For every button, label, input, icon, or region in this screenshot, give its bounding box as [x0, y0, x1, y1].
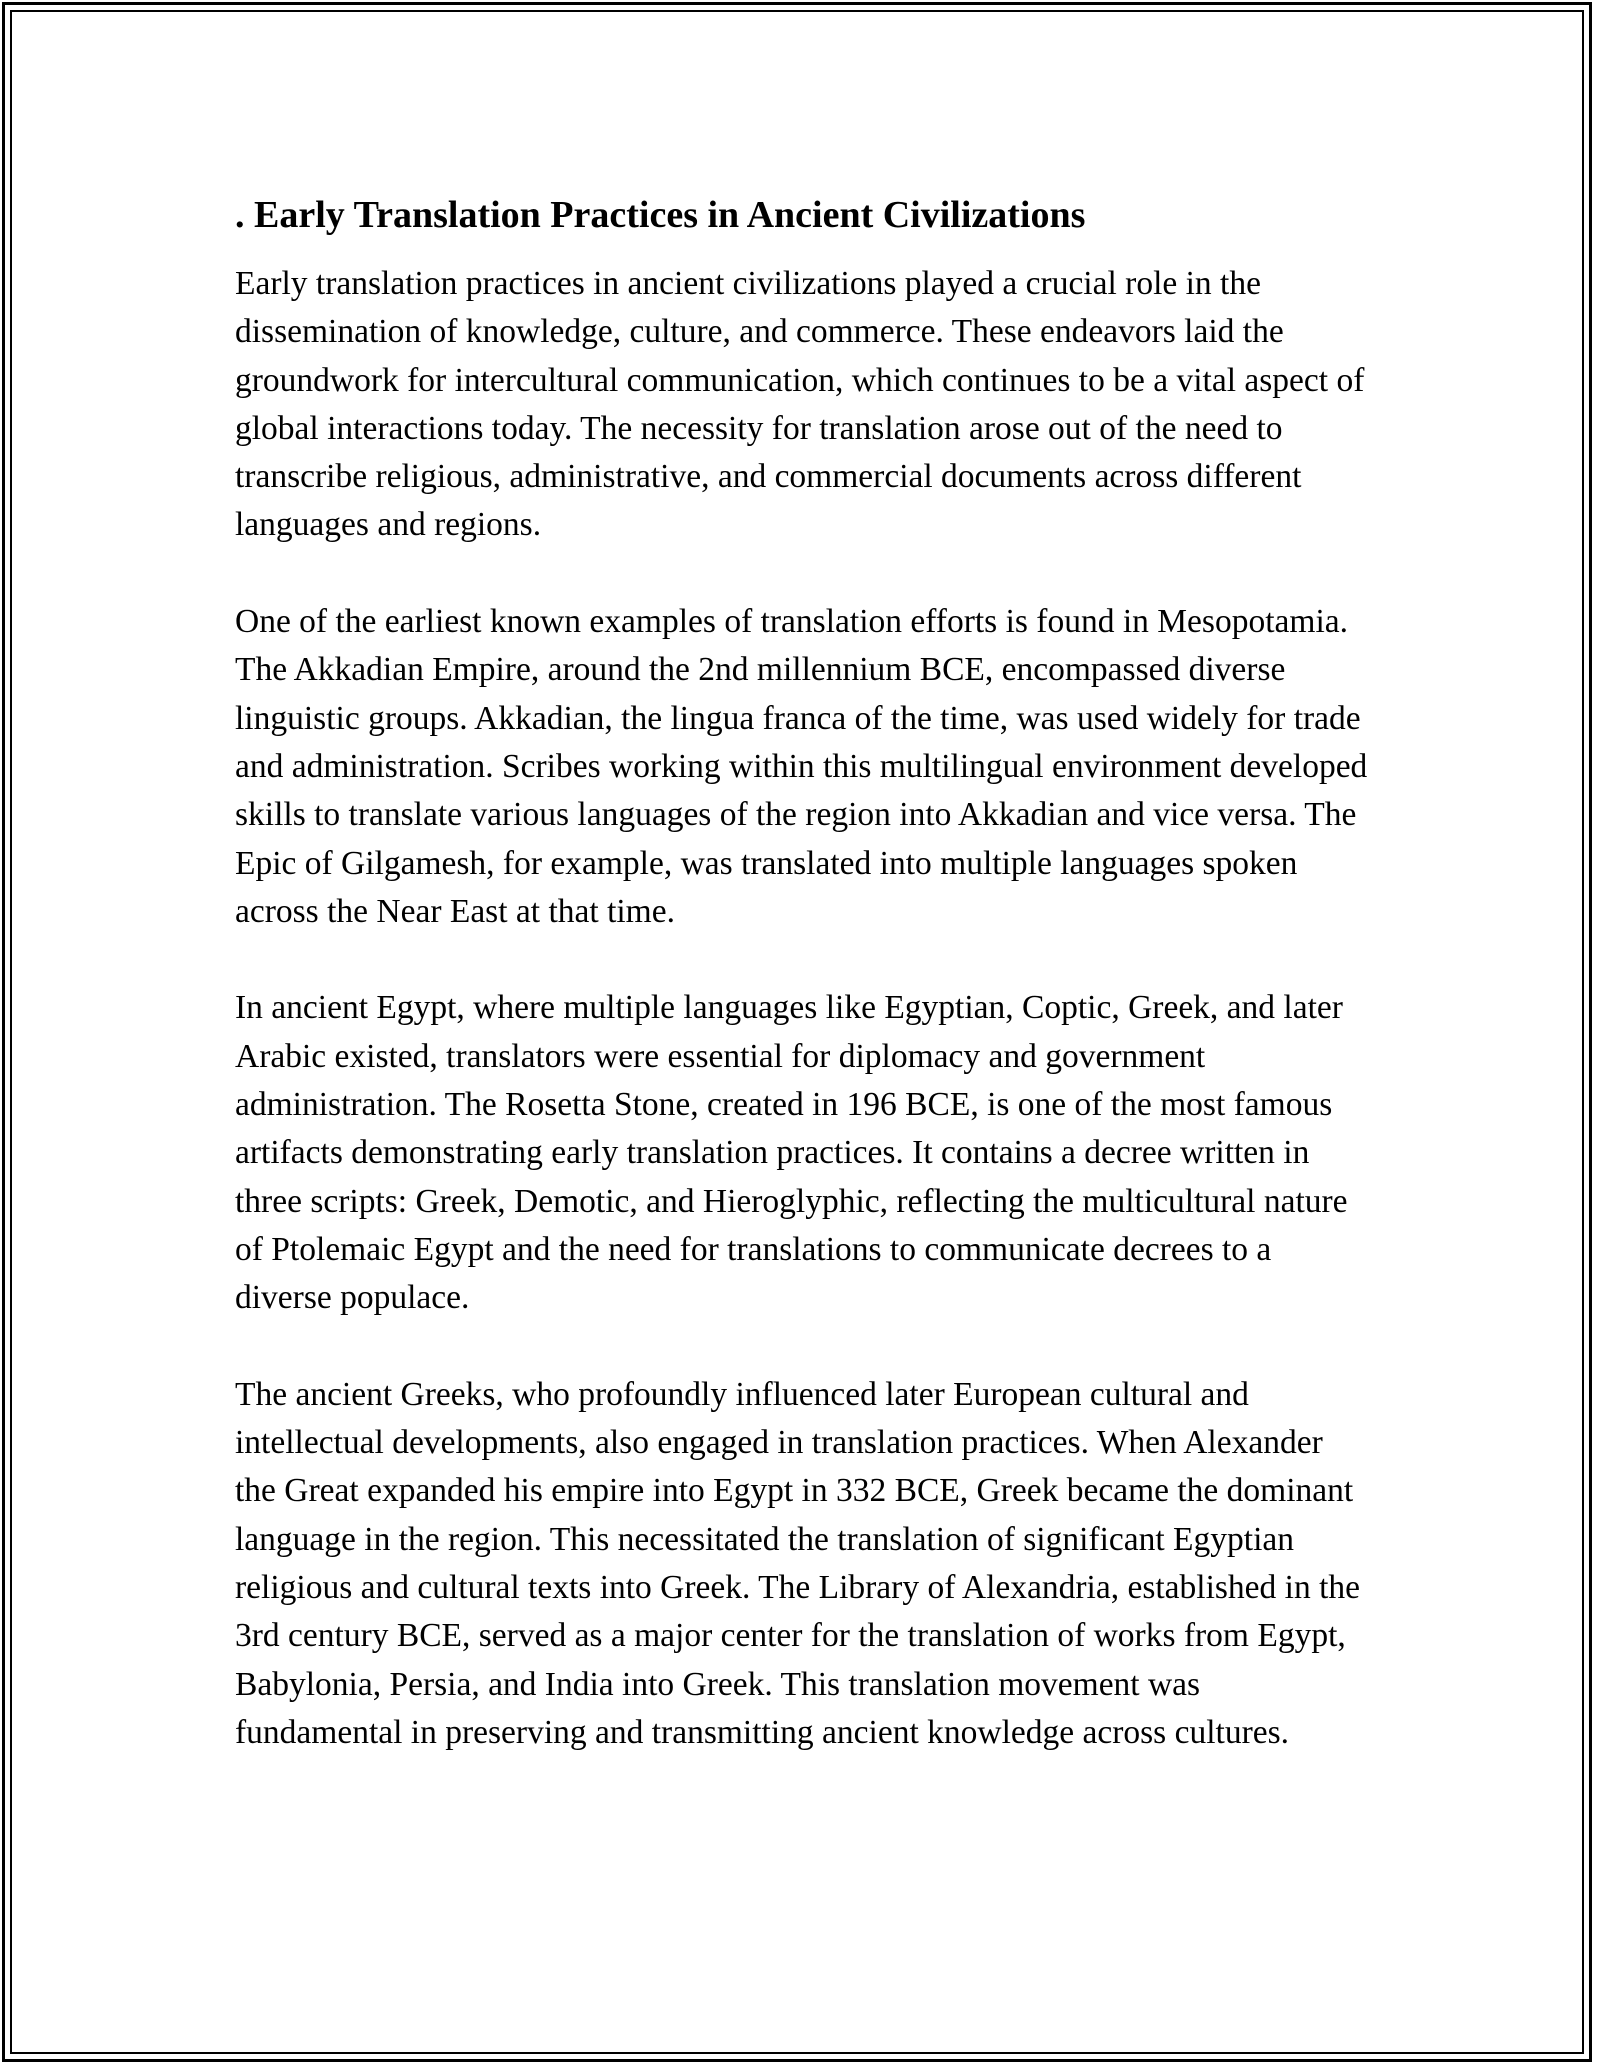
paragraph-greece: The ancient Greeks, who profoundly influenced later European cultural and intellectual developments, also engaged in translation practices. When Alexander the Great expanded his empire into Egypt in 332 BCE, Greek became the dominant language in the region. This necessitated the translation of significant Egyptian religious and cultural texts into Greek. The Library of Alexandria, established in the 3rd century BCE, served as a major center for the translation of works from Egypt, Babylonia, Persia, and India into Greek. This translation movement was fundamental in preserving and transmitting ancient knowledge across cultures.: [235, 1375, 1361, 1751]
paragraph-egypt: In ancient Egypt, where multiple languages like Egyptian, Coptic, Greek, and later Arabic existed, translators were essential for diplomacy and government administration. The Rosetta Stone, created in 196 BCE, is one of the most famous artifacts demonstrating early translation practices. It contains a decree written in three scripts: Greek, Demotic, and Hieroglyphic, reflecting the multicultural nature of Ptolemaic Egypt and the need for translations to communicate decrees to a diverse populace.: [235, 989, 1348, 1317]
document-body: [235, 180, 1370, 1806]
paragraph-intro: Early translation practices in ancient civilizations played a crucial role in the dissemination of knowledge, culture, and commerce. These endeavors laid the groundwork for intercultural communication, which continues to be a vital aspect of global interactions today. The necessity for translation arose out of the need to transcribe religious, administrative, and commercial documents across different languages and regions.: [235, 265, 1365, 544]
paragraph-mesopotamia: One of the earliest known examples of translation efforts is found in Mesopotamia. The Akkadian Empire, around the 2nd millennium BCE, encompassed diverse linguistic groups. Akkadian, the lingua franca of the time, was used widely for trade and administration. Scribes working within this multilingual environment developed skills to translate various languages of the region into Akkadian and vice versa. The Epic of Gilgamesh, for example, was translated into multiple languages spoken across the Near East at that time.: [235, 603, 1368, 930]
section-heading: . Early Translation Practices in Ancient Civilizations: [235, 194, 1086, 236]
